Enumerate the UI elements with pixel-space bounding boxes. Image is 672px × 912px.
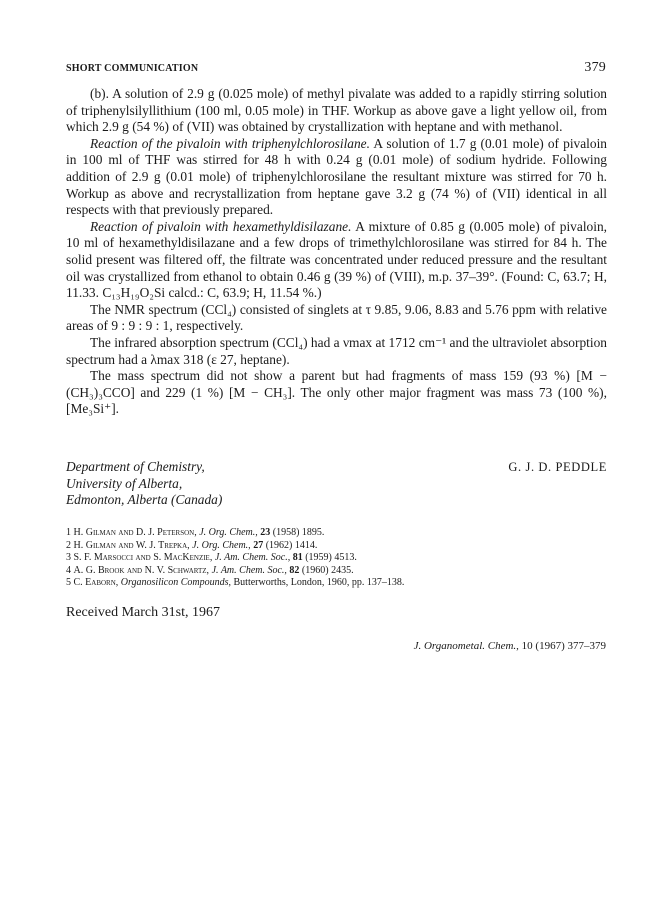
affiliation-line: Edmonton, Alberta (Canada) [66,492,223,508]
paragraph [66,302,607,335]
paragraph-text: A solution of 1.7 g (0.01 mole) of pivaloin in 100 ml of THF was stirred for 48 h with 0.24 g (0.01 mole) of sodium hydride. Following addition of 2.9 g (0.01 mole) of triphenylchlorosilane the resultant mixture was stirred for 70 h. Workup as above and recrystallization from heptane gave 3.2 g (74 %) of (VII) identical in all respects with that previously prepared. [66,135,608,218]
paragraph [66,335,607,368]
reference-list [66,527,607,590]
citation-details: 10 (1967) 377–379 [521,640,606,652]
paragraph [66,136,607,219]
reference-volume: 27 [253,539,264,551]
reference-authors: S. F. Marsocci and S. MacKenzie, [73,552,213,564]
reference-authors: A. G. Brook and N. V. Schwartz, [73,564,210,576]
reference-number: 2 [66,539,71,551]
affiliation-block [66,459,607,509]
reference-journal: J. Am. Chem. Soc., [211,564,287,576]
reference-details: (1962) 1414. [265,539,318,551]
received-date: Received March 31st, 1967 [66,605,220,620]
reference-journal: J. Org. Chem., [192,539,251,551]
reference-item [66,565,607,578]
reference-journal: J. Am. Chem. Soc., [214,552,291,564]
reference-details: (1960) 2435. [301,564,354,576]
reference-item [66,577,607,590]
reference-volume: 82 [289,564,300,576]
paragraph-text: The mass spectrum did not show a parent but had fragments of mass 159 (93 %) [M − (CH₃)₃CCO] and 229 (1 %) [M − CH₃]. The only other major fragment was mass 73 (100 %), [Me₃Si⁺]. [66,368,607,417]
reference-number: 3 [66,552,71,564]
reference-volume: 81 [292,552,303,564]
reference-journal: J. Org. Chem., [199,527,258,538]
affiliation-line: Department of Chemistry, [66,459,205,474]
paragraph-text: A mixture of 0.85 g (0.005 mole) of pivaloin, 10 ml of hexamethyldisilazane and a few drops of trimethylchlorosilane was stirred for 84 h. The solid present was filtered off, the filtrate was concentrated under reduced pressure and the resultant oil was crystallized from ethanol to obtain 0.46 g (39 %) of (VIII), m.p. 37–39°. (Found: C, 63.7; H, 11.33. C₁₃H₁₉O₂Si calcd.: C, 63.9; H, 11.54 %.) [66,218,608,301]
running-title: SHORT COMMUNICATION [66,63,199,74]
reference-details: (1959) 4513. [305,552,357,564]
paragraph-text: The infrared absorption spectrum (CCl₄) had a νmax at 1712 cm⁻¹ and the ultraviolet absorption spectrum had a λmax 318 (ε 27, heptane). [66,334,607,367]
journal-citation [414,640,606,652]
reference-number: 5 [66,577,71,589]
running-head [66,60,606,78]
reference-authors: C. Eaborn, [73,577,119,589]
reference-item [66,540,607,553]
paragraph-text: The NMR spectrum (CCl₄) consisted of singlets at τ 9.85, 9.06, 8.83 and 5.76 ppm with relative areas of 9 : 9 : 9 : 1, respectively. [66,301,607,334]
reference-item [66,527,607,540]
page-number: 379 [584,60,606,75]
reference-journal: Organosilicon Compounds, [120,577,231,589]
paragraph-text: (b). A solution of 2.9 g (0.025 mole) of methyl pivalate was added to a rapidly stirring solution of triphenylsilyllithium (100 ml, 0.05 mole) in THF. Workup as above gave a light yellow oil, from which 2.9 g (54 %) of (VII) was obtained by crystallization with heptane and with methanol. [66,86,607,135]
citation-journal: J. Organometal. Chem., [413,640,519,652]
reference-number: 1 [66,527,71,538]
reference-details: Butterworths, London, 1960, pp. 137–138. [233,577,405,589]
reference-volume: 23 [260,527,271,538]
paragraph [66,219,607,302]
author-name: G. J. D. PEDDLE [508,460,607,474]
paragraph-heading: Reaction of the pivaloin with triphenylchlorosilane. [90,135,370,151]
paragraph-heading: Reaction of pivaloin with hexamethyldisilazane. [90,218,352,234]
reference-number: 4 [66,564,71,576]
affiliation-line: University of Alberta, [66,475,183,491]
reference-authors: H. Gilman and D. J. Peterson, [73,527,197,538]
reference-item [66,552,607,565]
reference-details: (1958) 1895. [272,527,325,538]
paragraph [66,368,607,418]
reference-authors: H. Gilman and W. J. Trepka, [73,539,190,551]
body-text [66,86,607,418]
paragraph [66,86,607,136]
